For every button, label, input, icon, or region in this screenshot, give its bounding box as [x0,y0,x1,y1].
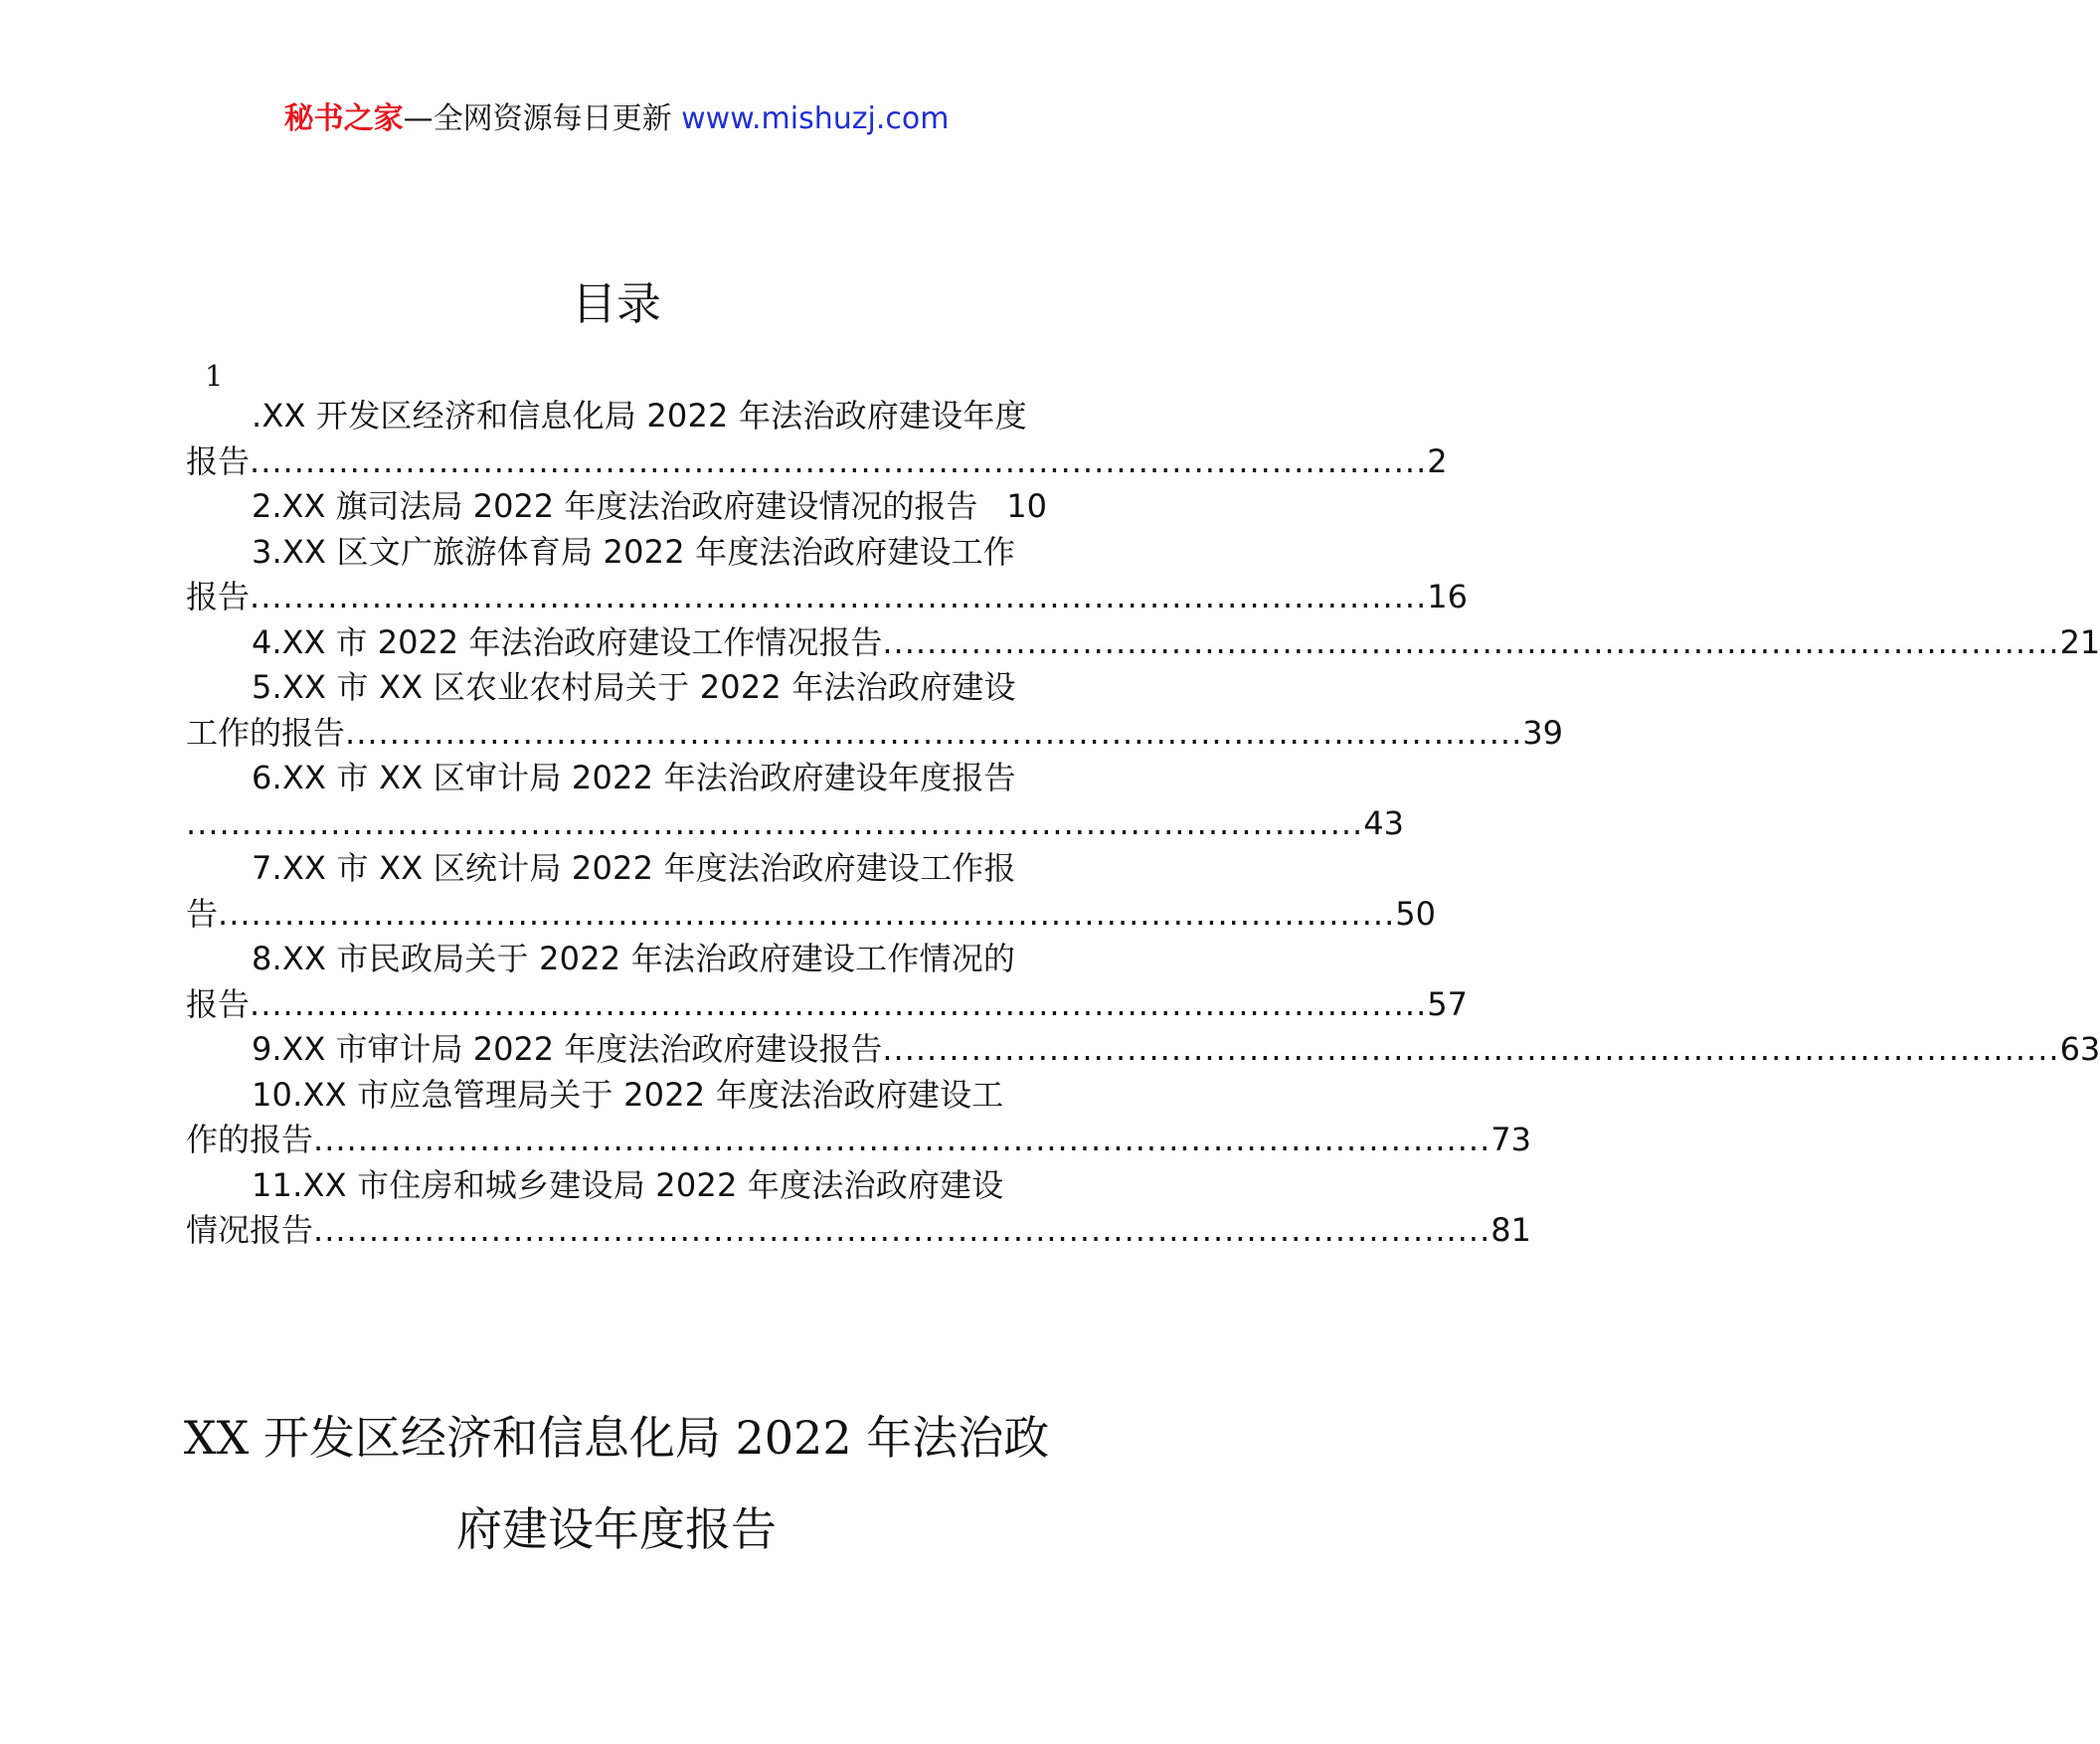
toc-entry-5[interactable] [186,665,1563,756]
toc-entry-title: 3.XX 区文广旅游体育局 2022 年度法治政府建设工作 [252,532,1016,571]
brand-name: 秘书之家 [283,101,404,136]
toc-leader-dots: .......................................................................................................... [313,1121,1491,1158]
toc-entry-title: 9.XX 市审计局 2022 年度法治政府建设报告 [252,1030,883,1068]
toc-leader-dots: .......................................................................................................... [882,622,2060,661]
toc-entry-6[interactable] [186,756,1404,846]
toc-entry-9[interactable] [186,1027,2100,1073]
toc-page-number: 63 [2059,1030,2100,1068]
table-of-contents [186,394,2100,1254]
toc-first-number: 1 [205,359,224,393]
toc-leader-dots: .......................................................................................................... [250,441,1428,480]
toc-page-number: 21 [2059,622,2100,661]
toc-leader-dots: .......................................................................................................... [250,984,1428,1023]
toc-entry-10[interactable] [186,1073,1531,1163]
toc-page-number: 57 [1427,984,1468,1023]
toc-leader-dots: .......................................................................................................... [218,894,1396,933]
toc-leader-dots: .......................................................................................................... [250,578,1428,615]
toc-title: 目录 [571,277,661,330]
site-slogan: —全网资源每日更新 [403,101,682,136]
toc-entry-7[interactable] [186,846,1436,937]
toc-entry-title: 5.XX 市 XX 区农业农村局关于 2022 年法治政府建设 [252,668,1016,706]
toc-entry-2[interactable] [186,484,1047,530]
toc-page-number: 73 [1490,1121,1531,1158]
toc-page-number: 43 [1363,803,1404,842]
toc-entry-title-cont: 情况报告 [186,1211,314,1249]
toc-leader-dots: .......................................................................................................... [882,1030,2060,1068]
toc-page-number: 81 [1490,1211,1531,1249]
toc-entry-3[interactable] [186,530,1468,620]
toc-entry-title: 6.XX 市 XX 区审计局 2022 年法治政府建设年度报告 [252,759,1016,796]
toc-entry-title-cont: 作的报告 [186,1121,314,1158]
document-title-line-2: 府建设年度报告 [456,1502,777,1556]
toc-page-number: 10 [1006,487,1047,525]
toc-page-number: 50 [1395,894,1436,933]
toc-entry-title-cont: 告 [186,894,219,933]
toc-page-number: 39 [1522,713,1563,752]
toc-entry-title: 10.XX 市应急管理局关于 2022 年度法治政府建设工 [252,1075,1004,1114]
toc-entry-11[interactable] [186,1163,1531,1254]
toc-entry-8[interactable] [186,937,1468,1027]
toc-entry-4[interactable] [186,620,2100,666]
toc-page-number: 16 [1427,578,1468,615]
toc-entry-title: 8.XX 市民政局关于 2022 年法治政府建设工作情况的 [252,940,1016,977]
toc-page-number: 2 [1427,441,1448,480]
site-header [0,99,1233,139]
toc-leader-dots: .......................................................................................................... [313,1211,1491,1249]
document-title [159,1392,1074,1575]
toc-entry-title: 2.XX 旗司法局 2022 年度法治政府建设情况的报告 [252,487,978,525]
toc-entry-title-cont: 报告 [186,578,251,615]
document-title-line-1: XX 开发区经济和信息化局 2022 年法治政 [183,1411,1050,1465]
toc-entry-title-cont: 报告 [186,441,251,480]
toc-entry-title: 11.XX 市住房和城乡建设局 2022 年度法治政府建设 [252,1165,1004,1204]
toc-entry-1[interactable] [186,394,1448,484]
toc-entry-title: 4.XX 市 2022 年法治政府建设工作情况报告 [252,622,883,661]
site-url[interactable]: www.mishuzj.com [681,101,950,136]
toc-leader-dots: .......................................................................................................... [186,803,1364,842]
toc-leader-dots: .......................................................................................................... [345,713,1523,752]
toc-entry-title-cont: 报告 [186,984,251,1023]
toc-entry-title: 7.XX 市 XX 区统计局 2022 年度法治政府建设工作报 [252,849,1016,887]
toc-entry-title-cont: 工作的报告 [186,713,346,752]
toc-entry-title: .XX 开发区经济和信息化局 2022 年法治政府建设年度 [252,397,1027,435]
